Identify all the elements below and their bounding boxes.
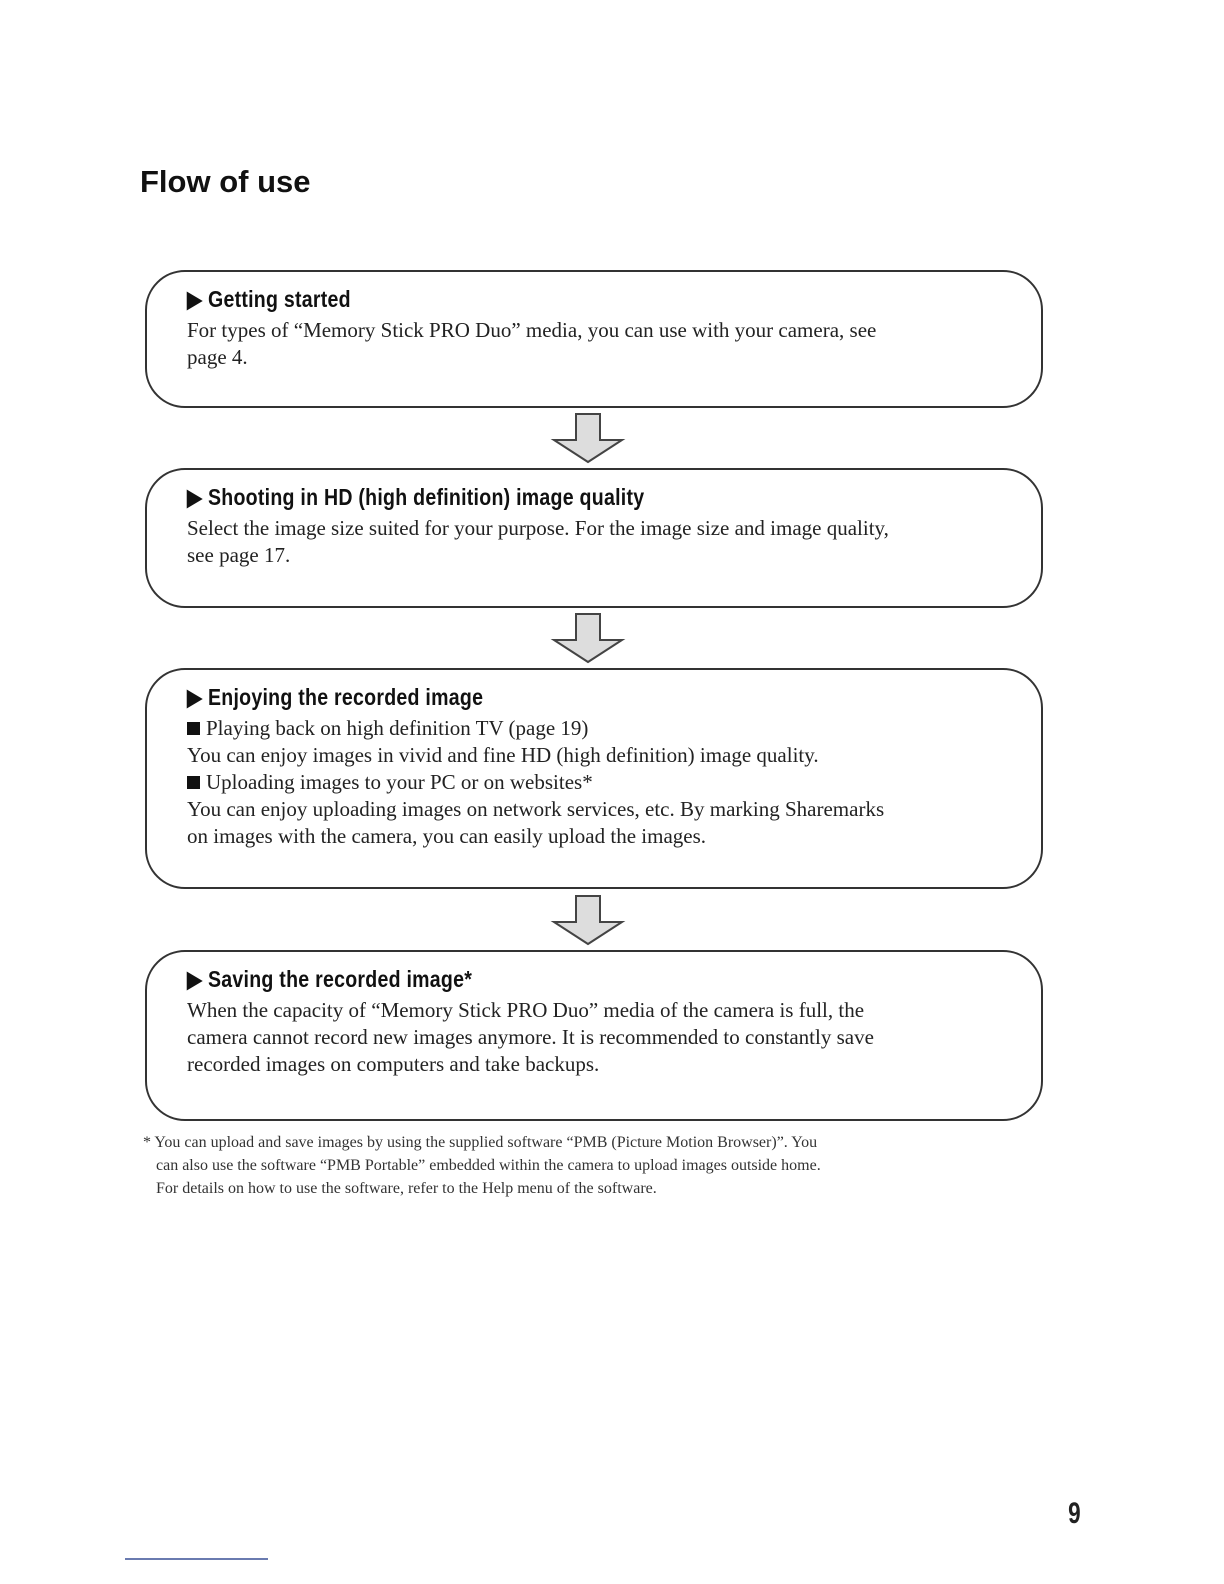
step-heading: ▶ Getting started	[187, 286, 351, 312]
page-number: 9	[1068, 1497, 1081, 1530]
footer-rule	[125, 1558, 268, 1560]
step-saving	[145, 950, 1043, 1121]
bullet-square-icon	[187, 722, 200, 735]
step-getting-started	[145, 270, 1043, 408]
footnote	[143, 1131, 821, 1200]
step-text	[187, 715, 1041, 850]
line: You can enjoy uploading images on network services, etc. By marking Sharemarks	[187, 797, 885, 821]
step-heading: ▶ Shooting in HD (high definition) image quality	[187, 484, 645, 510]
step-text	[187, 317, 1041, 371]
heading-text: Enjoying the recorded image	[207, 684, 484, 710]
line: camera cannot record new images anymore. It is recommended to constantly save	[187, 1025, 874, 1049]
down-arrow-icon	[538, 612, 638, 664]
line: recorded images on computers and take backups.	[187, 1052, 600, 1076]
step-enjoying	[145, 668, 1043, 889]
step-heading: ▶ Enjoying the recorded image	[187, 684, 484, 710]
line: For types of “Memory Stick PRO Duo” media, you can use with your camera, see	[187, 318, 877, 342]
line: Playing back on high definition TV (page 19)	[206, 716, 589, 740]
bullet-square-icon	[187, 776, 200, 789]
footnote-line: * You can upload and save images by using the supplied software “PMB (Picture Motion Browser)”. You	[143, 1134, 818, 1151]
down-arrow-icon	[538, 412, 638, 464]
line: Uploading images to your PC or on websites*	[206, 770, 593, 794]
page-title: Flow of use	[140, 164, 311, 199]
step-shooting-hd	[145, 468, 1043, 608]
heading-text: Getting started	[207, 286, 351, 312]
down-arrow-icon	[538, 894, 638, 946]
line: on images with the camera, you can easily upload the images.	[187, 824, 707, 848]
step-heading: ▶ Saving the recorded image*	[187, 966, 473, 992]
line: You can enjoy images in vivid and fine HD (high definition) image quality.	[187, 743, 819, 767]
footnote-line: For details on how to use the software, refer to the Help menu of the software.	[156, 1180, 657, 1197]
line: When the capacity of “Memory Stick PRO Duo” media of the camera is full, the	[187, 998, 865, 1022]
footnote-line: can also use the software “PMB Portable” embedded within the camera to upload images outside home.	[156, 1157, 821, 1174]
line: Select the image size suited for your purpose. For the image size and image quality,	[187, 516, 889, 540]
step-text	[187, 997, 1041, 1078]
heading-text: Saving the recorded image*	[207, 966, 473, 992]
line: see page 17.	[187, 543, 291, 567]
line: page 4.	[187, 345, 248, 369]
step-text	[187, 515, 1041, 569]
heading-text: Shooting in HD (high definition) image quality	[207, 484, 645, 510]
